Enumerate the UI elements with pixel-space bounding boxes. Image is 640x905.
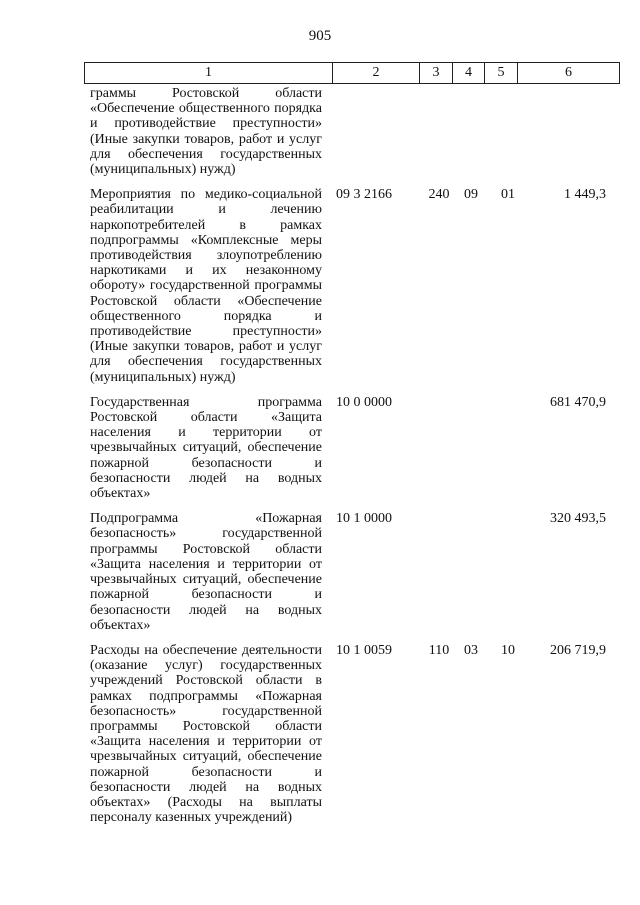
column-header-6: 6	[565, 65, 572, 80]
column-header-5: 5	[485, 63, 518, 83]
row-amount: 320 493,5	[550, 511, 606, 527]
row-code: 10 1 0059	[336, 642, 392, 658]
row-description: Подпрограмма «Пожарная безопасность» государственной программы Ростовской области «Защита населения и территории от чрезвычайных ситуаций, обеспечение пожарной безопасности и безопасности людей на водных объектах»	[90, 511, 322, 633]
column-header-2: 2	[333, 63, 420, 83]
row-amount: 1 449,3	[564, 187, 606, 203]
row-subsection	[492, 511, 524, 633]
row-code: 09 3 2166	[336, 187, 392, 203]
row-subsection: 10	[501, 642, 515, 658]
table-header	[84, 62, 620, 84]
row-expense-type	[424, 395, 454, 501]
table-row	[90, 511, 610, 633]
row-section	[458, 86, 484, 177]
row-description: Мероприятия по медико-социальной реабилитации и лечению наркопотребителей в рамках подпрограммы «Комплексные меры противодействия злоупотреблению наркотиками и их незаконному обороту» государственной программы Ростовской области «Обеспечение общественного порядка и противодействие преступности» (Иные закупки товаров, работ и услуг для обеспечения государственных (муниципальных) нужд)	[90, 187, 322, 385]
column-header-1: 1	[85, 63, 333, 83]
row-section: 03	[464, 642, 478, 658]
row-expense-type: 240	[428, 187, 450, 203]
row-code: 10 1 0000	[336, 511, 392, 527]
row-description: граммы Ростовской области «Обеспечение общественного порядка и противодействие преступности» (Иные закупки товаров, работ и услуг для обеспечения государственных (муниципальных) нужд)	[90, 86, 322, 178]
row-amount	[524, 86, 610, 177]
row-code	[336, 86, 424, 177]
row-subsection	[492, 86, 524, 177]
row-expense-type	[424, 86, 454, 177]
column-header-4: 4	[453, 63, 485, 83]
table-row	[90, 395, 610, 501]
row-amount: 681 470,9	[550, 394, 606, 410]
row-subsection	[492, 395, 524, 501]
row-description: Государственная программа Ростовской области «Защита населения и территории от чрезвычайных ситуаций, обеспечение пожарной безопасности и безопасности людей на водных объектах»	[90, 394, 322, 502]
table-body	[90, 86, 610, 835]
row-amount: 206 719,9	[550, 642, 606, 658]
row-section: 09	[464, 187, 478, 203]
page-number: 905	[308, 28, 332, 44]
row-section	[458, 395, 484, 501]
table-row	[90, 86, 610, 177]
table-row	[90, 643, 610, 825]
table-row	[90, 187, 610, 385]
row-subsection: 01	[501, 187, 515, 203]
column-header-3: 3	[420, 63, 453, 83]
row-code: 10 0 0000	[336, 394, 392, 410]
row-description: Расходы на обеспечение деятельности (оказание услуг) государственных учреждений Ростовской области в рамках подпрограммы «Пожарная безопасность» государственной программы Ростовской области «Защита населения и территории от чрезвычайных ситуаций, обеспечение пожарной безопасности и безопасности людей на водных объектах» (Расходы на выплаты персоналу казенных учреждений)	[90, 642, 322, 826]
row-section	[458, 511, 484, 633]
row-expense-type: 110	[428, 642, 450, 658]
row-expense-type	[424, 511, 454, 633]
